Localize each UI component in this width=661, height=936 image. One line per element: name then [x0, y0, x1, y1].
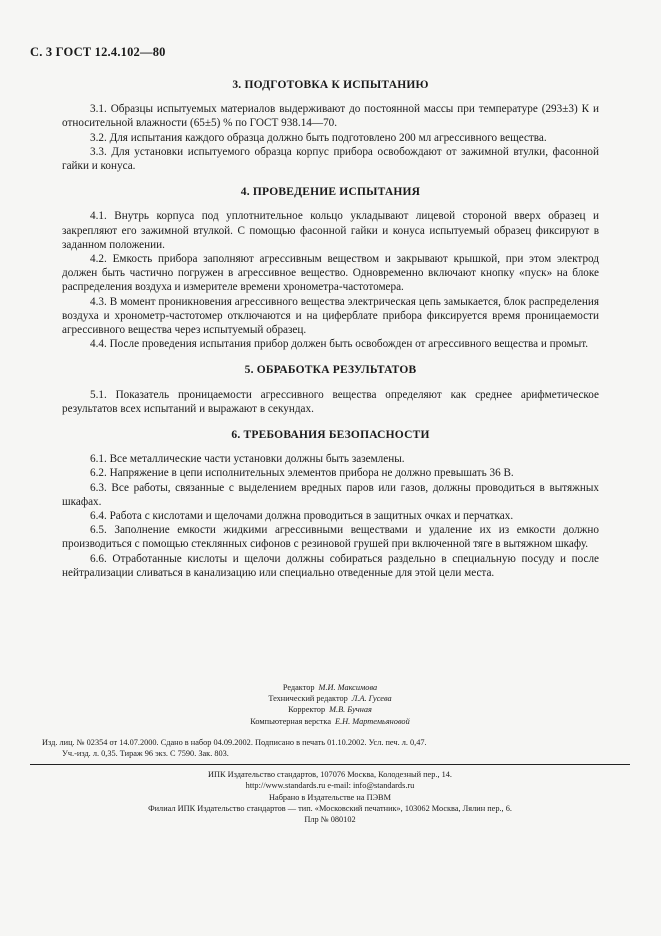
- credit-line: [30, 682, 630, 693]
- credit-name: М.И. Максимова: [318, 683, 378, 692]
- credit-role: Корректор: [288, 705, 326, 715]
- section-title: 5. ОБРАБОТКА РЕЗУЛЬТАТОВ: [244, 364, 417, 377]
- paragraph: 6.1. Все металлические части установки должны быть заземлены.: [90, 453, 405, 466]
- paragraph: 6.6. Отработанные кислоты и щелочи должны собираться раздельно в специальную посуду и после нейтрализации сливаться в канализацию или специально отведенные для этой цели места.: [62, 552, 599, 579]
- credit-name: М.В. Бучная: [329, 705, 372, 715]
- publisher-line: Плр № 080102: [304, 815, 356, 825]
- credit-role: Технический редактор: [268, 694, 348, 704]
- section-preparation: [62, 78, 599, 173]
- publisher-info: [30, 769, 630, 825]
- paragraph: 5.1. Показатель проницаемости агрессивного вещества определяют как среднее арифметическое результатов всех испытаний и выражают в секундах.: [62, 388, 599, 415]
- publisher-line: ИПК Издательство стандартов, 107076 Москва, Колодезный пер., 14.: [208, 770, 452, 780]
- credit-line: [30, 693, 630, 704]
- section-results: [62, 363, 599, 416]
- credit-line: [30, 704, 630, 715]
- paragraph: 6.5. Заполнение емкости жидкими агрессивными веществами и удаление их из емкости должно производиться с помощью стеклянных сифонов с резиновой грушей при включенной тяге в вытяжном шкафу.: [62, 524, 599, 551]
- paragraph: 6.4. Работа с кислотами и щелочами должна проводиться в защитных очках и перчатках.: [90, 510, 514, 523]
- section-title: 3. ПОДГОТОВКА К ИСПЫТАНИЮ: [232, 79, 429, 91]
- publisher-line: http://www.standards.ru e-mail: info@standards.ru: [245, 781, 415, 791]
- paragraph: 4.3. В момент проникновения агрессивного вещества электрическая цепь замыкается, блок распределения воздуха и хронометр-частотомер отключаются и на циферблате прибора фиксируется время проницаемости агрессивного вещества через испытуемый образец.: [62, 295, 599, 337]
- credits: [30, 682, 630, 727]
- paragraph: 4.4. После проведения испытания прибор должен быть освобожден от агрессивного вещества и промыт.: [90, 338, 589, 351]
- credit-line: [30, 716, 630, 727]
- publisher-line: Набрано в Издательстве на ПЭВМ: [269, 792, 391, 802]
- imprint-line: Изд. лиц. № 02354 от 14.07.2000. Сдано в набор 04.09.2002. Подписано в печать 01.10.2002. Усл. печ. л. 0,47.: [42, 737, 427, 747]
- section-safety: [62, 428, 599, 580]
- section-testing: [62, 185, 599, 351]
- paragraph: 3.1. Образцы испытуемых материалов выдерживают до постоянной массы при температуре (293±3) К и относительной влажности (65±5) % по ГОСТ 938.14—70.: [62, 103, 599, 130]
- paragraph: 4.2. Емкость прибора заполняют агрессивным веществом и закрывают крышкой, при этом электрод должен быть частично погружен в агрессивное вещество. Одновременно включают кнопку «пуск» на блоке распределения воздуха и измерителе времени хронометра-частотомера.: [62, 253, 599, 294]
- colophon: [30, 682, 630, 825]
- credit-role: Компьютерная верстка: [250, 716, 332, 726]
- page-header: С. 3 ГОСТ 12.4.102—80: [30, 45, 166, 59]
- publisher-line: Филиал ИПК Издательство стандартов — тип. «Московский печатник», 103062 Москва, Лялин пер., 6.: [148, 803, 512, 813]
- document-body: [62, 78, 599, 592]
- section-title: 6. ТРЕБОВАНИЯ БЕЗОПАСНОСТИ: [231, 429, 430, 442]
- paragraph: 3.3. Для установки испытуемого образца корпус прибора освобождают от зажимной втулки, фасонной гайки и конуса.: [62, 145, 599, 173]
- paragraph: 3.2. Для испытания каждого образца должно быть подготовлено 200 мл агрессивного вещества.: [90, 131, 547, 144]
- divider: [30, 764, 630, 765]
- credit-role: Редактор: [282, 683, 315, 692]
- imprint: [30, 737, 630, 759]
- paragraph: 4.1. Внутрь корпуса под уплотнительное кольцо укладывают лицевой стороной вверх образец и закрепляют его зажимной втулкой. С помощью фасонной гайки и конуса испытуемый образец фиксируют в заданном положении.: [62, 210, 599, 251]
- paragraph: 6.3. Все работы, связанные с выделением вредных паров или газов, должны проводиться в вытяжных шкафах.: [62, 481, 599, 508]
- credit-name: Е.Н. Мартемьяновой: [335, 716, 410, 726]
- credit-name: Л.А. Гусева: [351, 694, 392, 704]
- paragraph: 6.2. Напряжение в цепи исполнительных элементов прибора не должно превышать 36 В.: [90, 467, 514, 480]
- section-title: 4. ПРОВЕДЕНИЕ ИСПЫТАНИЯ: [240, 186, 421, 199]
- imprint-line: Уч.-изд. л. 0,35. Тираж 96 экз. С 7590. Зак. 803.: [62, 749, 229, 759]
